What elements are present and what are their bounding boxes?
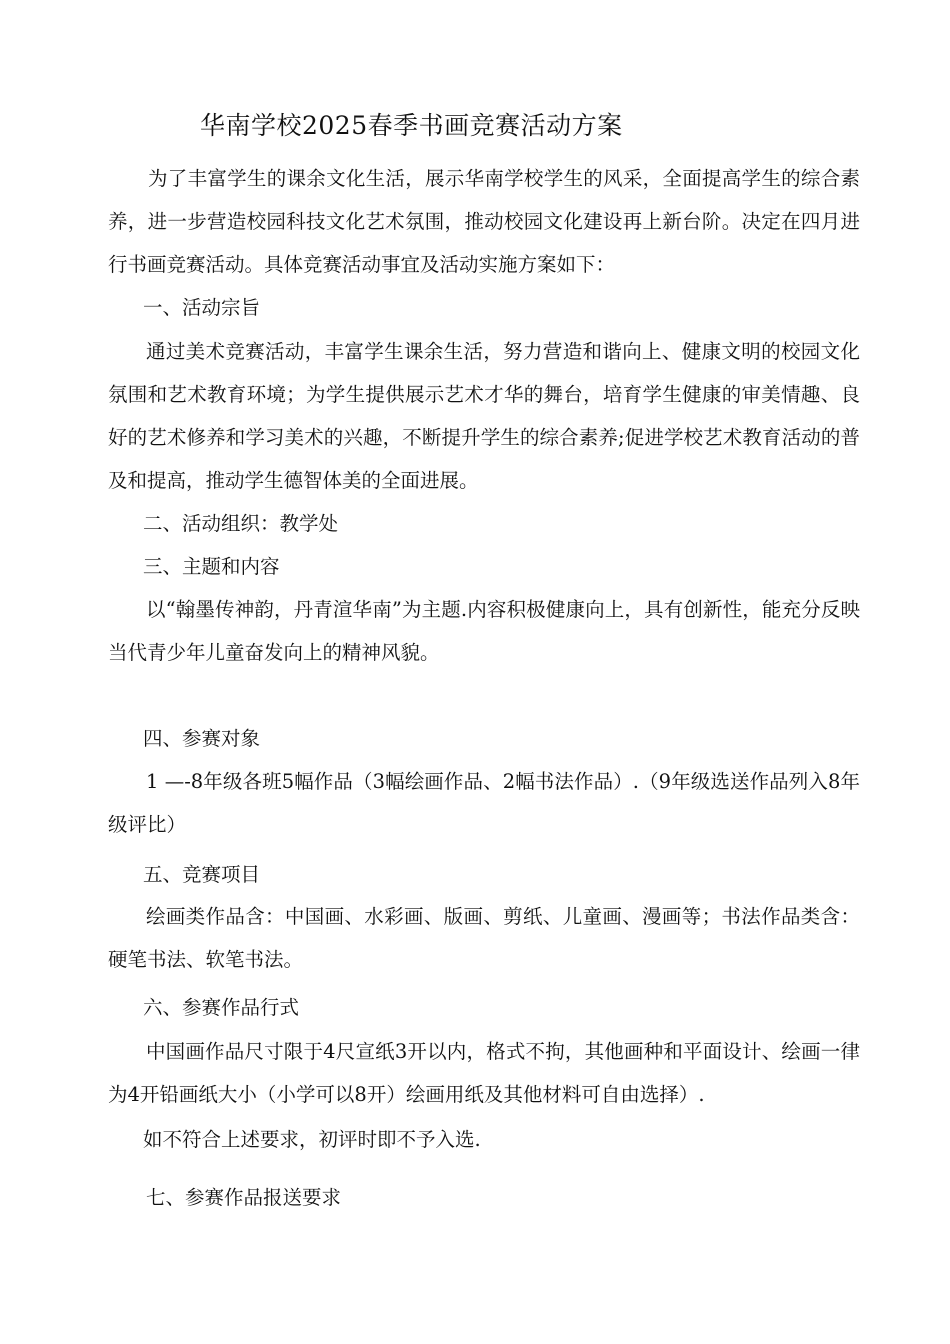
section-body-purpose: 通过美术竞赛活动，丰富学生课余生活，努力营造和谐向上、健康文明的校园文化氛围和艺术教育环境；为学生提供展示艺术才华的舞台，培育学生健康的审美情趣、良好的艺术修养和学习美术的兴趣，不断提升学生的综合素养;促进学校艺术教育活动的普及和提高，推动学生德智体美的全面进展。 — [108, 340, 860, 492]
intro-paragraph: 为了丰富学生的课余文化生活，展示华南学校学生的风采，全面提高学生的综合素养，进一步营造校园科技文化艺术氛围，推动校园文化建设再上新台阶。决定在四月进行书画竞赛活动。具体竞赛活动事宜及活动实施方案如下： — [108, 167, 860, 276]
section-heading-submission: 七、参赛作品报送要求 — [146, 1186, 342, 1209]
section-heading-organization: 二、活动组织：教学处 — [143, 512, 339, 535]
section-heading-format: 六、参赛作品行式 — [143, 996, 300, 1019]
section-body-categories: 绘画类作品含：中国画、水彩画、版画、剪纸、儿童画、漫画等；书法作品类含：硬笔书法、软笔书法。 — [108, 905, 860, 971]
section-heading-purpose: 一、活动宗旨 — [143, 296, 261, 319]
section-note-format: 如不符合上述要求，初评时即不予入选. — [143, 1128, 481, 1151]
section-heading-categories: 五、竞赛项目 — [143, 863, 261, 886]
section-heading-participants: 四、参赛对象 — [143, 727, 261, 750]
section-body-theme: 以“翰墨传神韵，丹青渲华南”为主题.内容积极健康向上，具有创新性，能充分反映当代青少年儿童奋发向上的精神风貌。 — [108, 598, 860, 664]
section-heading-theme: 三、主题和内容 — [143, 555, 280, 578]
document-title: 华南学校2025春季书画竞赛活动方案 — [200, 111, 623, 140]
section-body-participants: 1 —-8年级各班5幅作品（3幅绘画作品、2幅书法作品）.（9年级选送作品列入8年级评比） — [108, 770, 860, 836]
section-body-format: 中国画作品尺寸限于4尺宣纸3开以内，格式不拘，其他画种和平面设计、绘画一律为4开铅画纸大小（小学可以8开）绘画用纸及其他材料可自由选择）. — [108, 1040, 860, 1106]
